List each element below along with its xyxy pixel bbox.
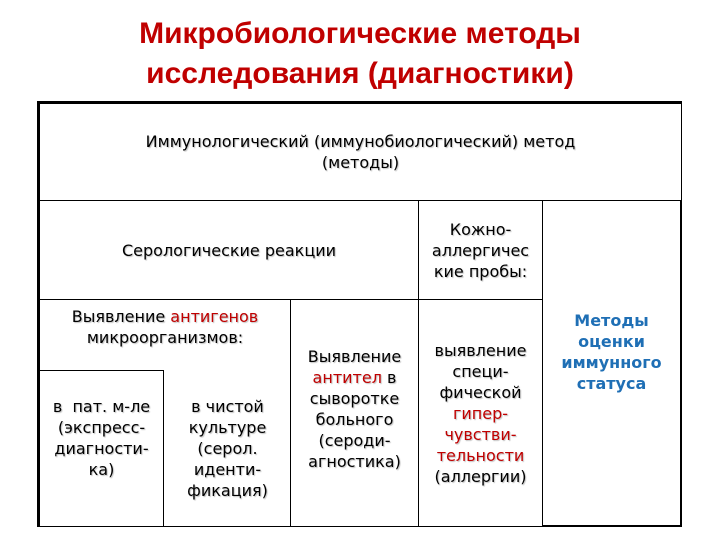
hypersensitivity-label: [418, 299, 543, 527]
culture-line-3: (серол.: [197, 439, 258, 458]
hyper-highlight-1: гипер-: [452, 403, 509, 423]
antigen-line-2: микроорганизмов:: [86, 328, 244, 347]
pathological-material-label: [39, 370, 164, 527]
hyper-line-3: фической: [439, 382, 522, 402]
skin-line-2: аллергичес: [431, 240, 530, 260]
immuno-line-1: Иммунологический (иммунобиологический) метод: [145, 132, 576, 151]
hyper-line-2: специ-: [452, 361, 509, 381]
title-line-1: Микробиологические методы: [139, 17, 581, 50]
antibody-line-5: (сероди-: [318, 431, 391, 450]
antibody-highlight: антител: [312, 368, 382, 387]
antibody-line-3: сыворотке: [309, 389, 400, 408]
antigen-highlight: антигенов: [170, 307, 259, 326]
antibody-line-2: антител в: [312, 368, 397, 387]
antigen-detection-label: [39, 306, 291, 356]
immune-status-label: [543, 310, 680, 410]
serology-label: Серологические реакции: [121, 240, 337, 260]
hyper-line-1: выявление: [434, 340, 527, 360]
culture-line-5: фикация): [187, 481, 268, 500]
culture-line-1: в чистой: [191, 397, 264, 416]
antibody-line-4: больного: [315, 410, 394, 429]
patho-line-3: диагности-: [54, 438, 149, 458]
skin-tests-label: [418, 200, 543, 300]
status-line-1: Методы: [574, 311, 649, 330]
page-title: [0, 14, 720, 94]
hyper-highlight-3: тельности: [436, 445, 525, 465]
status-line-3: иммунного: [561, 353, 662, 372]
hyper-line-7: (аллергии): [434, 466, 527, 486]
patho-line-4: ка): [88, 459, 115, 479]
patho-line-1: в пат. м-ле: [52, 396, 151, 416]
antibody-line-1: Выявление: [307, 347, 402, 366]
patho-line-2: (экспресс-: [57, 417, 146, 437]
antibody-detection-label: [290, 299, 419, 499]
immuno-line-2: (методы): [321, 153, 400, 172]
status-line-2: оценки: [578, 332, 645, 351]
immunological-method-label: [39, 103, 682, 201]
culture-line-2: культуре: [188, 418, 267, 437]
hyper-highlight-2: чувстви-: [444, 424, 517, 444]
skin-line-1: Кожно-: [449, 219, 512, 239]
pure-culture-label: [164, 370, 291, 527]
title-line-2: исследования (диагностики): [146, 57, 574, 90]
antigen-line-1: Выявление антигенов: [71, 307, 259, 326]
culture-line-4: иденти-: [193, 460, 262, 479]
status-line-4: статуса: [576, 374, 647, 393]
skin-line-3: кие пробы:: [433, 261, 528, 281]
antibody-line-6: агностика): [308, 452, 401, 471]
